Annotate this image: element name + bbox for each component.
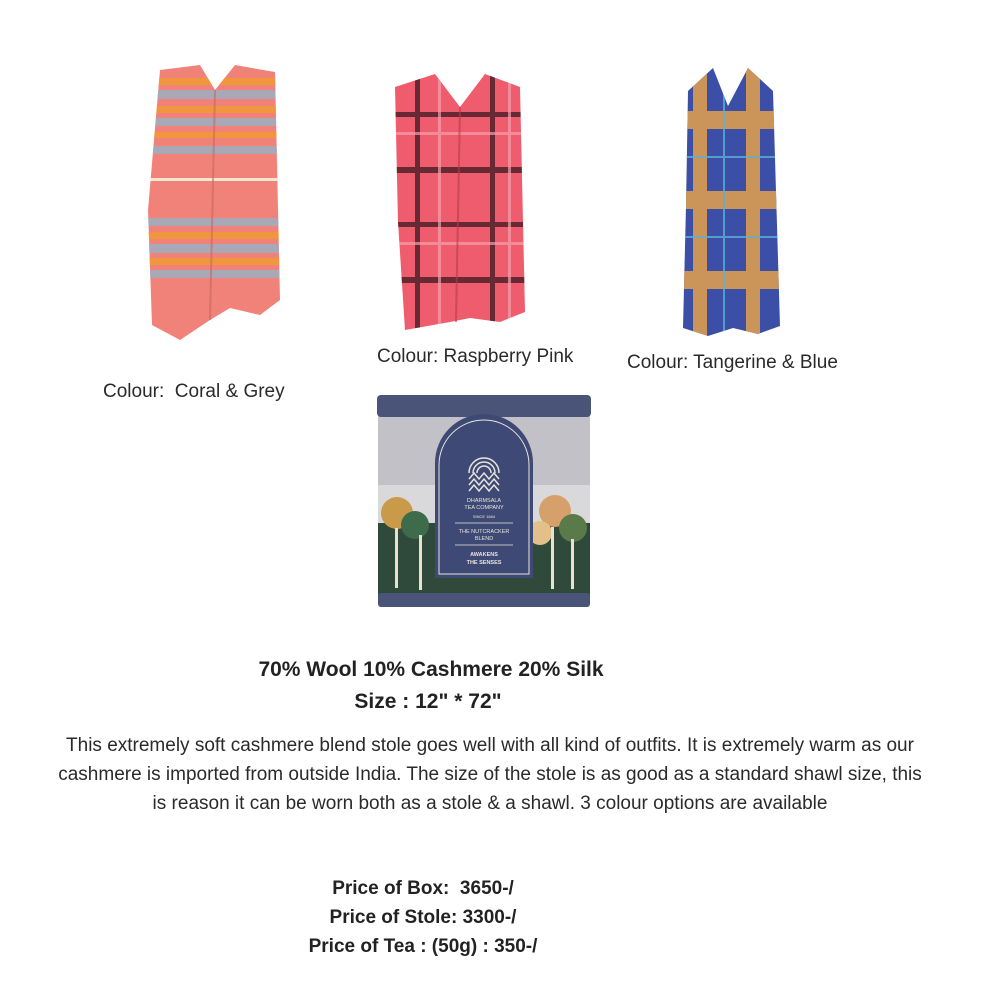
tin-brand-line1: DHARMSALA (466, 498, 502, 504)
caption-raspberry-pink: Colour: Raspberry Pink (377, 346, 574, 367)
tea-tin-image (375, 393, 593, 611)
tin-brand-line2: TEA COMPANY (464, 505, 504, 511)
caption-coral-grey: Colour: Coral & Grey (103, 381, 285, 402)
tin-tagline2: THE SENSES (466, 560, 502, 566)
caption-tangerine-blue: Colour: Tangerine & Blue (627, 352, 838, 373)
tin-tagline1: AWAKENS (470, 552, 498, 558)
tin-blend-line2: BLEND (474, 536, 494, 542)
tin-blend-line1: THE NUTCRACKER (458, 529, 510, 535)
stole-image-coral-grey (140, 60, 290, 350)
size-heading: Size : 12" * 72" (354, 690, 502, 713)
composition-heading: 70% Wool 10% Cashmere 20% Silk (258, 658, 604, 681)
stole-image-tangerine-blue (678, 66, 783, 342)
price-box: Price of Box: 3650-/ (332, 878, 514, 899)
stole-image-raspberry-pink (390, 72, 530, 334)
price-tea: Price of Tea : (50g) : 350-/ (308, 936, 538, 957)
tin-since: SINCE 1884 (472, 514, 496, 519)
product-description: This extremely soft cashmere blend stole goes well with all kind of outfits. It is extremely warm as our cashmere is imported from outside India. The size of the stole is as good as a standard shawl size, this is reason it can be worn both as a stole & a shawl. 3 colour options are available (58, 735, 922, 814)
price-stole: Price of Stole: 3300-/ (329, 907, 517, 928)
